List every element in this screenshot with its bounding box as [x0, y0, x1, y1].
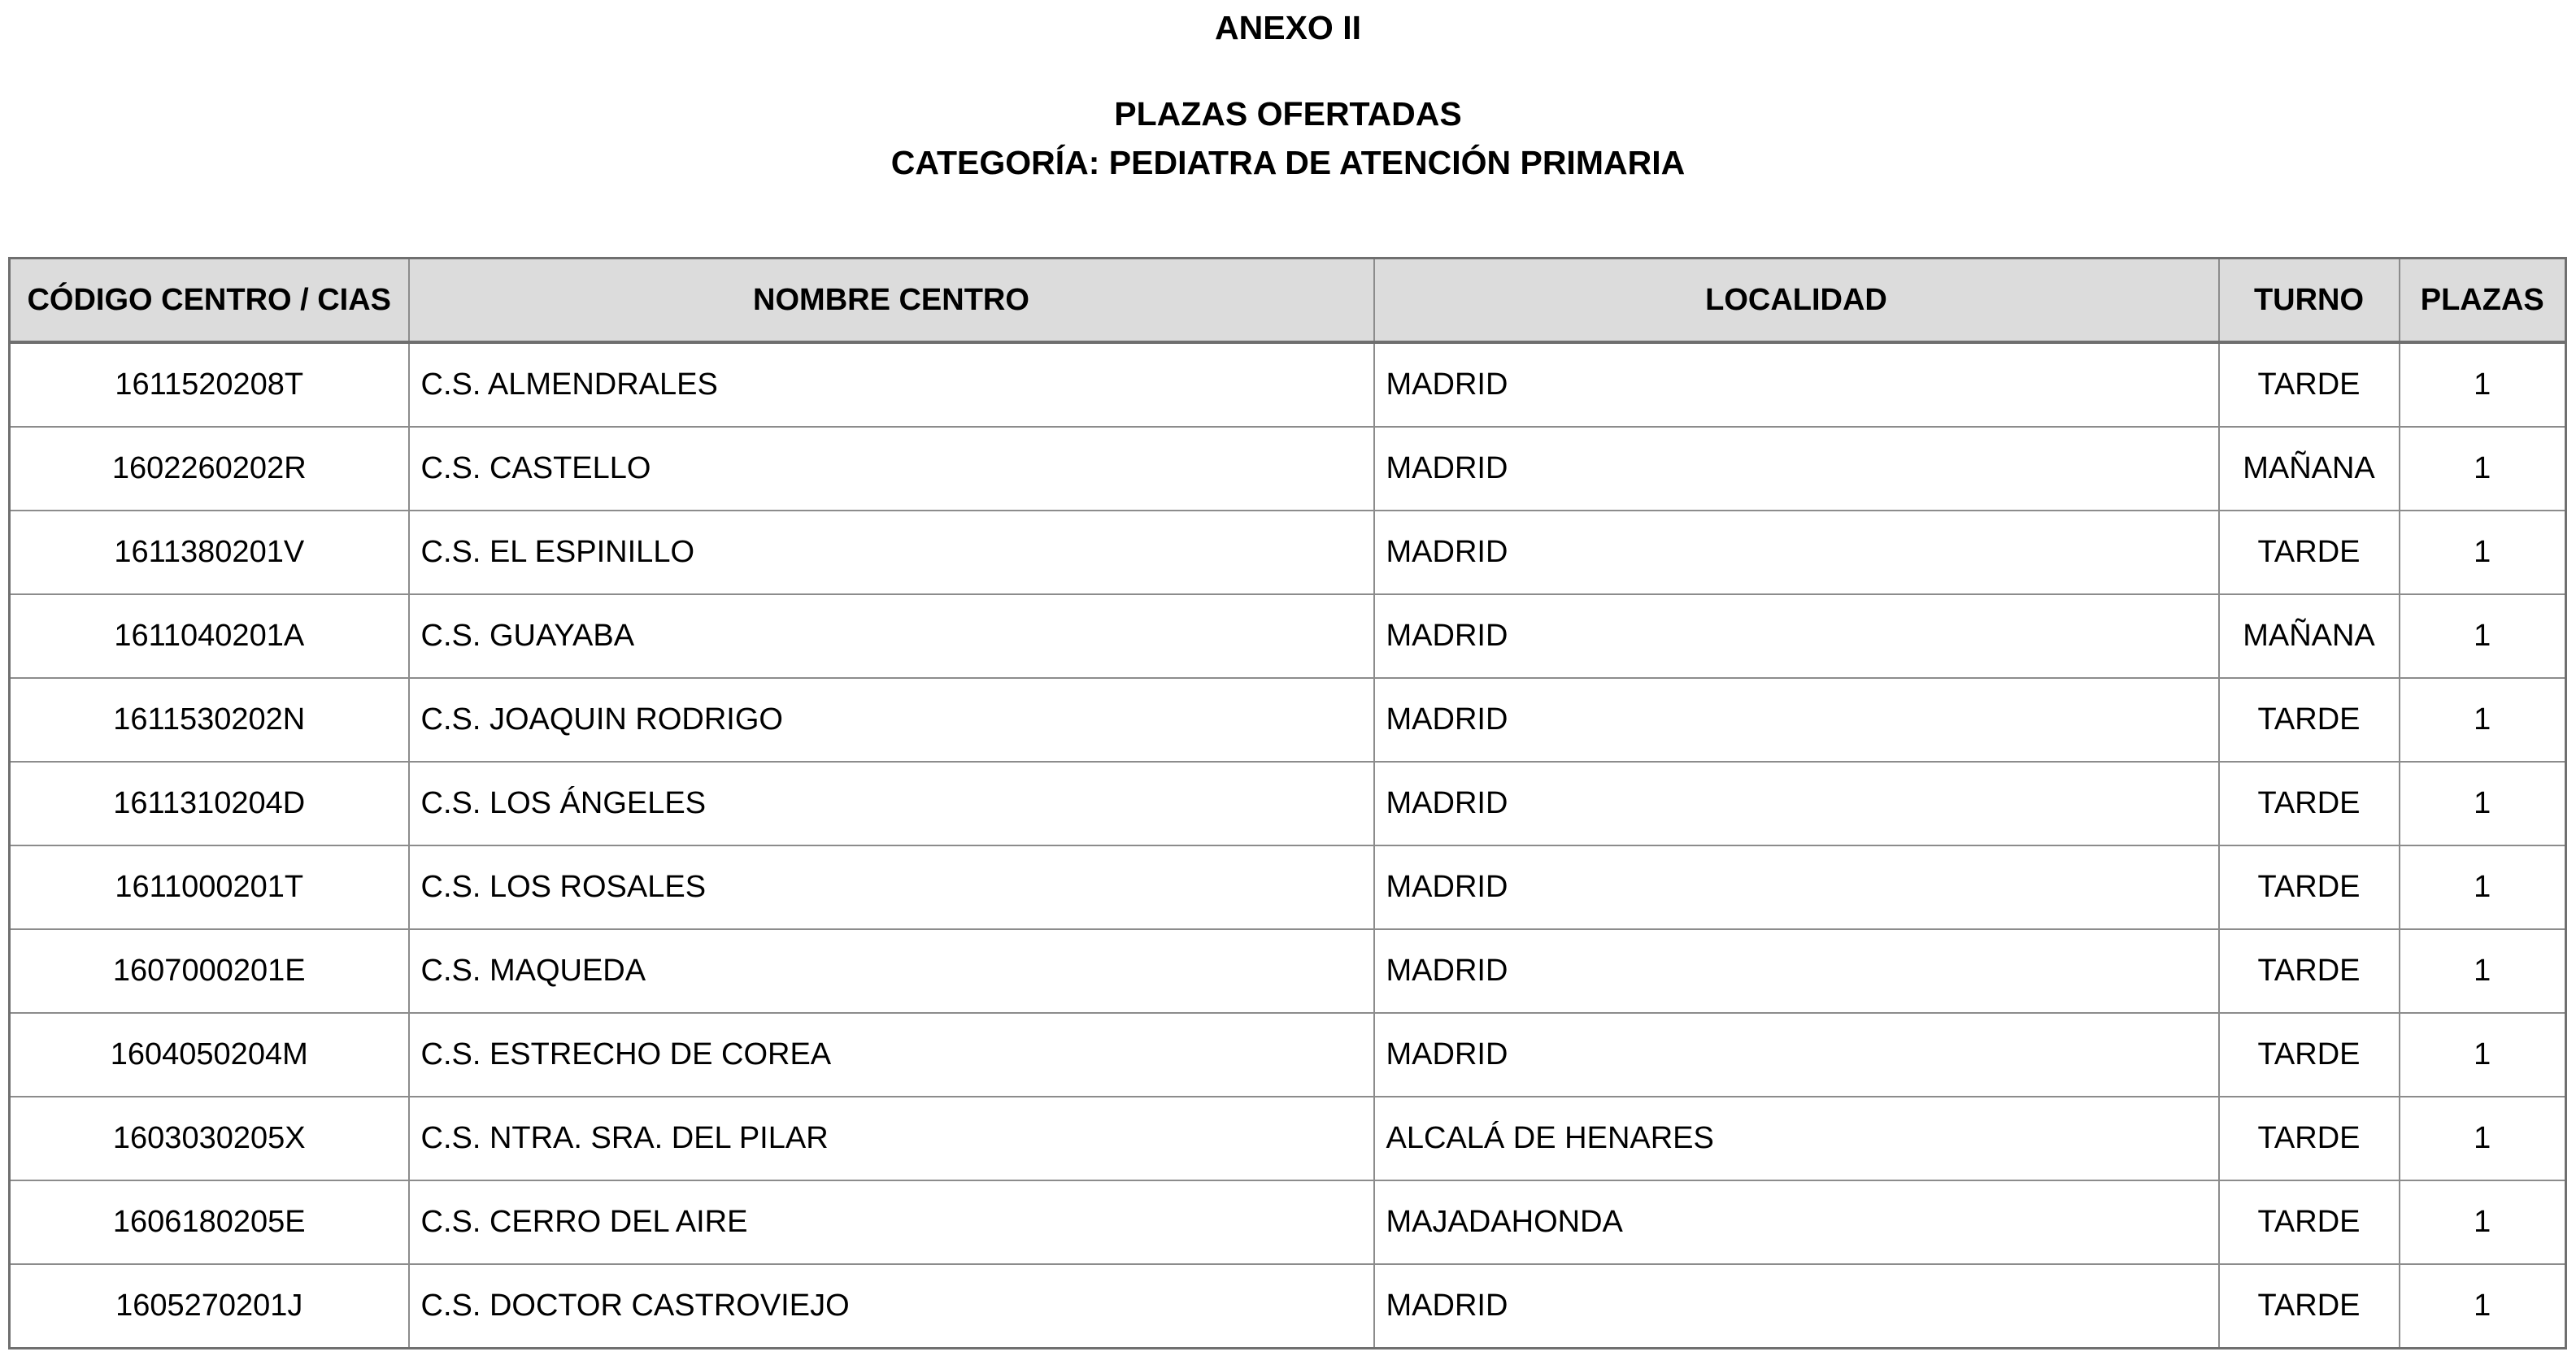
cell-center-name: C.S. CASTELLO [409, 427, 1374, 511]
cell-locality: MADRID [1374, 678, 2219, 762]
cell-center-name: C.S. LOS ÁNGELES [409, 762, 1374, 845]
cell-shift: TARDE [2219, 1264, 2400, 1349]
cell-locality: MADRID [1374, 762, 2219, 845]
table-row [10, 929, 2566, 1013]
places-table [8, 257, 2567, 1349]
cell-places: 1 [2400, 762, 2566, 845]
cell-shift: TARDE [2219, 762, 2400, 845]
cell-center-name: C.S. NTRA. SRA. DEL PILAR [409, 1097, 1374, 1180]
cell-shift: TARDE [2219, 511, 2400, 594]
cell-code: 1611040201A [10, 594, 409, 678]
annex-title: ANEXO II [1215, 9, 1361, 46]
cell-locality: MADRID [1374, 511, 2219, 594]
cell-locality: MADRID [1374, 1264, 2219, 1349]
cell-shift: TARDE [2219, 845, 2400, 929]
cell-locality: MADRID [1374, 845, 2219, 929]
cell-center-name: C.S. LOS ROSALES [409, 845, 1374, 929]
cell-places: 1 [2400, 342, 2566, 427]
cell-places: 1 [2400, 1013, 2566, 1097]
table-row [10, 427, 2566, 511]
cell-shift: TARDE [2219, 1097, 2400, 1180]
offer-title: PLAZAS OFERTADAS [1114, 95, 1462, 133]
cell-code: 1611000201T [10, 845, 409, 929]
cell-places: 1 [2400, 1180, 2566, 1264]
cell-locality: MADRID [1374, 342, 2219, 427]
cell-places: 1 [2400, 845, 2566, 929]
cell-places: 1 [2400, 427, 2566, 511]
category-title: CATEGORÍA: PEDIATRA DE ATENCIÓN PRIMARIA [890, 144, 1686, 181]
table-row [10, 1097, 2566, 1180]
cell-code: 1611310204D [10, 762, 409, 845]
cell-locality: MADRID [1374, 594, 2219, 678]
cell-shift: MAÑANA [2219, 427, 2400, 511]
cell-center-name: C.S. MAQUEDA [409, 929, 1374, 1013]
cell-center-name: C.S. JOAQUIN RODRIGO [409, 678, 1374, 762]
table-row [10, 762, 2566, 845]
cell-places: 1 [2400, 929, 2566, 1013]
cell-locality: MADRID [1374, 1013, 2219, 1097]
cell-code: 1607000201E [10, 929, 409, 1013]
cell-code: 1606180205E [10, 1180, 409, 1264]
cell-code: 1603030205X [10, 1097, 409, 1180]
table-row [10, 678, 2566, 762]
table-row [10, 342, 2566, 427]
cell-center-name: C.S. ESTRECHO DE COREA [409, 1013, 1374, 1097]
cell-places: 1 [2400, 594, 2566, 678]
table-header-row [10, 259, 2566, 343]
cell-places: 1 [2400, 511, 2566, 594]
table-row [10, 1264, 2566, 1349]
table-row [10, 845, 2566, 929]
table-body [10, 342, 2566, 1349]
header-code: CÓDIGO CENTRO / CIAS [10, 259, 409, 343]
cell-center-name: C.S. DOCTOR CASTROVIEJO [409, 1264, 1374, 1349]
cell-places: 1 [2400, 1097, 2566, 1180]
cell-code: 1611380201V [10, 511, 409, 594]
header-locality: LOCALIDAD [1374, 259, 2219, 343]
cell-shift: TARDE [2219, 678, 2400, 762]
cell-center-name: C.S. GUAYABA [409, 594, 1374, 678]
table-row [10, 511, 2566, 594]
table-row [10, 1013, 2566, 1097]
cell-shift: TARDE [2219, 1180, 2400, 1264]
header-shift: TURNO [2219, 259, 2400, 343]
table-row [10, 1180, 2566, 1264]
cell-shift: TARDE [2219, 1013, 2400, 1097]
cell-center-name: C.S. EL ESPINILLO [409, 511, 1374, 594]
cell-center-name: C.S. ALMENDRALES [409, 342, 1374, 427]
cell-locality: MAJADAHONDA [1374, 1180, 2219, 1264]
cell-code: 1611520208T [10, 342, 409, 427]
header-places: PLAZAS [2400, 259, 2566, 343]
cell-shift: TARDE [2219, 929, 2400, 1013]
header-center-name: NOMBRE CENTRO [409, 259, 1374, 343]
cell-code: 1611530202N [10, 678, 409, 762]
cell-shift: MAÑANA [2219, 594, 2400, 678]
table-row [10, 594, 2566, 678]
cell-locality: ALCALÁ DE HENARES [1374, 1097, 2219, 1180]
cell-code: 1602260202R [10, 427, 409, 511]
cell-places: 1 [2400, 1264, 2566, 1349]
cell-center-name: C.S. CERRO DEL AIRE [409, 1180, 1374, 1264]
cell-shift: TARDE [2219, 342, 2400, 427]
cell-places: 1 [2400, 678, 2566, 762]
cell-locality: MADRID [1374, 427, 2219, 511]
cell-locality: MADRID [1374, 929, 2219, 1013]
cell-code: 1604050204M [10, 1013, 409, 1097]
cell-code: 1605270201J [10, 1264, 409, 1349]
